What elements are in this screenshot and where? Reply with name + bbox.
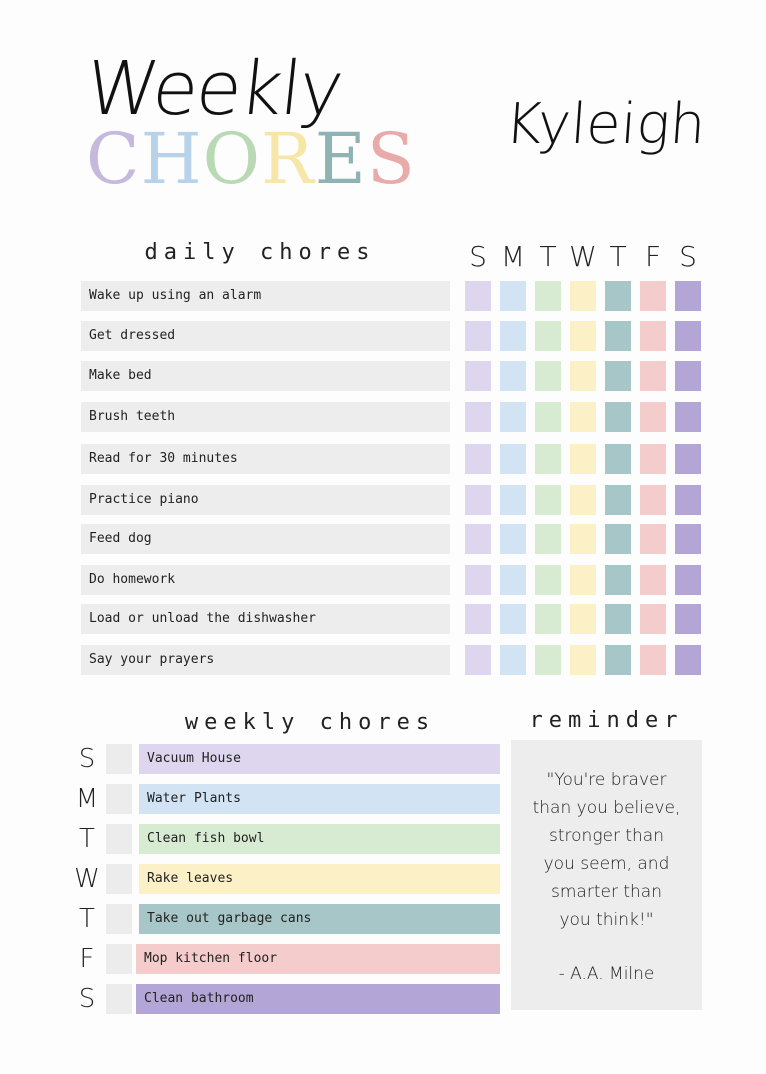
chore-checkbox[interactable] <box>640 604 666 634</box>
chore-checkbox[interactable] <box>465 281 491 311</box>
quote-line: "You're braver <box>546 770 667 790</box>
chore-checkbox[interactable] <box>535 604 561 634</box>
day-header: M <box>500 240 526 273</box>
chore-checkbox[interactable] <box>675 402 701 432</box>
weekly-day-letter: T <box>79 824 95 854</box>
chore-checkbox[interactable] <box>570 604 596 634</box>
chore-checkbox[interactable] <box>535 402 561 432</box>
chore-checkbox[interactable] <box>500 321 526 351</box>
chore-checkbox[interactable] <box>500 402 526 432</box>
chore-checkbox[interactable] <box>570 281 596 311</box>
weekly-day-letter: M <box>75 784 99 814</box>
chore-checkbox[interactable] <box>465 444 491 474</box>
weekly-chores-heading: weekly chores <box>184 710 436 735</box>
chore-checkbox[interactable] <box>605 524 631 554</box>
chore-checkbox[interactable] <box>640 444 666 474</box>
chore-label: Wake up using an alarm <box>81 281 450 311</box>
chore-checkbox[interactable] <box>465 402 491 432</box>
weekly-checkbox[interactable] <box>106 984 132 1014</box>
reminder-quote <box>511 766 702 934</box>
chore-checkbox[interactable] <box>640 281 666 311</box>
quote-line: than you believe, <box>532 798 681 818</box>
weekly-day-letter: W <box>74 864 100 894</box>
chore-checkbox[interactable] <box>500 281 526 311</box>
chore-checkbox[interactable] <box>535 645 561 675</box>
chore-checkbox[interactable] <box>500 604 526 634</box>
chore-label: Brush teeth <box>81 402 450 432</box>
chore-checkbox[interactable] <box>535 321 561 351</box>
chore-checkbox[interactable] <box>570 565 596 595</box>
chore-checkbox[interactable] <box>605 604 631 634</box>
title-letter: C <box>86 118 141 200</box>
title-letter: E <box>314 118 367 200</box>
chore-checkbox[interactable] <box>640 402 666 432</box>
chore-checkbox[interactable] <box>605 281 631 311</box>
chore-checkbox[interactable] <box>675 604 701 634</box>
weekly-chore-bar: Take out garbage cans <box>139 904 500 934</box>
chore-checkbox[interactable] <box>675 524 701 554</box>
chore-checkbox[interactable] <box>535 565 561 595</box>
day-header: S <box>679 240 697 273</box>
day-header: T <box>539 240 557 273</box>
weekly-checkbox[interactable] <box>106 824 132 854</box>
quote-line: smarter than <box>551 882 662 902</box>
chore-checkbox[interactable] <box>640 565 666 595</box>
reminder-heading: reminder <box>529 708 684 733</box>
chore-checkbox[interactable] <box>570 402 596 432</box>
chore-checkbox[interactable] <box>465 321 491 351</box>
title-letter: R <box>261 118 315 200</box>
chore-label: Read for 30 minutes <box>81 444 450 474</box>
weekly-day-letter: S <box>78 984 96 1014</box>
chore-checkbox[interactable] <box>605 565 631 595</box>
child-name: Kyleigh <box>502 92 708 157</box>
chore-label: Say your prayers <box>81 645 450 675</box>
chore-label: Make bed <box>81 361 450 391</box>
daily-chores-heading: daily chores <box>144 240 376 265</box>
weekly-checkbox[interactable] <box>106 744 132 774</box>
weekly-chore-bar: Clean bathroom <box>136 984 500 1014</box>
title-letter: S <box>366 118 416 200</box>
chore-checkbox[interactable] <box>500 444 526 474</box>
chore-checkbox[interactable] <box>675 645 701 675</box>
chore-checkbox[interactable] <box>640 524 666 554</box>
chore-checkbox[interactable] <box>465 604 491 634</box>
day-header: S <box>469 240 487 273</box>
quote-line: you seem, and <box>543 854 670 874</box>
weekly-chore-bar: Water Plants <box>139 784 500 814</box>
chore-checkbox[interactable] <box>675 361 701 391</box>
chore-checkbox[interactable] <box>570 645 596 675</box>
chore-checkbox[interactable] <box>640 485 666 515</box>
weekly-checkbox[interactable] <box>106 944 132 974</box>
chore-checkbox[interactable] <box>675 485 701 515</box>
weekly-chore-bar: Mop kitchen floor <box>136 944 500 974</box>
chore-checkbox[interactable] <box>535 524 561 554</box>
chore-label: Load or unload the dishwasher <box>81 604 450 634</box>
chore-checkbox[interactable] <box>605 645 631 675</box>
chore-checkbox[interactable] <box>570 361 596 391</box>
chore-checkbox[interactable] <box>500 565 526 595</box>
weekly-checkbox[interactable] <box>106 904 132 934</box>
reminder-author: - A.A. Milne <box>558 964 655 984</box>
chore-checkbox[interactable] <box>465 645 491 675</box>
chore-checkbox[interactable] <box>535 281 561 311</box>
chore-checkbox[interactable] <box>675 444 701 474</box>
chore-checkbox[interactable] <box>465 565 491 595</box>
chore-checkbox[interactable] <box>465 485 491 515</box>
chore-checkbox[interactable] <box>465 524 491 554</box>
chore-checkbox[interactable] <box>605 321 631 351</box>
chore-checkbox[interactable] <box>535 444 561 474</box>
chore-label: Do homework <box>81 565 450 595</box>
chore-checkbox[interactable] <box>640 645 666 675</box>
chore-checkbox[interactable] <box>570 524 596 554</box>
chore-checkbox[interactable] <box>500 361 526 391</box>
title-letter: H <box>140 118 203 200</box>
chore-checkbox[interactable] <box>675 565 701 595</box>
chore-checkbox[interactable] <box>570 321 596 351</box>
chore-checkbox[interactable] <box>675 321 701 351</box>
weekly-day-letter: S <box>78 744 96 774</box>
weekly-chore-bar: Rake leaves <box>139 864 500 894</box>
chore-checkbox[interactable] <box>605 402 631 432</box>
day-header: F <box>644 240 662 273</box>
weekly-chore-bar: Clean fish bowl <box>139 824 500 854</box>
chore-checkbox[interactable] <box>605 444 631 474</box>
chore-checkbox[interactable] <box>570 485 596 515</box>
day-header: T <box>609 240 627 273</box>
chore-checkbox[interactable] <box>500 524 526 554</box>
chore-label: Practice piano <box>81 485 450 515</box>
weekly-day-letter: F <box>79 944 95 974</box>
chore-checkbox[interactable] <box>500 485 526 515</box>
chore-checkbox[interactable] <box>535 485 561 515</box>
chore-checkbox[interactable] <box>535 361 561 391</box>
chore-checkbox[interactable] <box>640 361 666 391</box>
chore-label: Feed dog <box>81 524 450 554</box>
weekly-day-letter: T <box>79 904 95 934</box>
day-header: W <box>569 240 597 273</box>
chore-checkbox[interactable] <box>500 645 526 675</box>
weekly-checkbox[interactable] <box>106 784 132 814</box>
chore-checkbox[interactable] <box>605 485 631 515</box>
title-letter: O <box>202 118 261 200</box>
chore-checkbox[interactable] <box>675 281 701 311</box>
title-weekly: Weekly <box>81 46 346 132</box>
quote-line: you think!" <box>559 910 654 930</box>
chore-checkbox[interactable] <box>640 321 666 351</box>
chore-checkbox[interactable] <box>605 361 631 391</box>
chore-label: Get dressed <box>81 321 450 351</box>
weekly-chore-bar: Vacuum House <box>139 744 500 774</box>
quote-line: stronger than <box>549 826 664 846</box>
chore-checkbox[interactable] <box>570 444 596 474</box>
chore-checkbox[interactable] <box>465 361 491 391</box>
weekly-checkbox[interactable] <box>106 864 132 894</box>
title-chores <box>86 118 416 200</box>
